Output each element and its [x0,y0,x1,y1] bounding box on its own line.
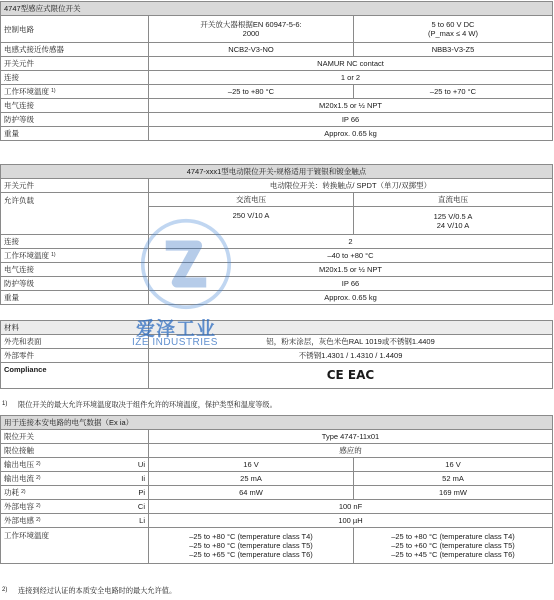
symbol: Li [101,514,149,528]
cell: 100 nF [149,500,553,514]
cell: 铝，粉末涂层，灰色米色RAL 1019或不锈钢1.4409 [149,335,553,349]
row-label: 开关元件 [1,179,149,193]
row-label: 工作环境温度 [1,528,149,564]
table-title: 4747型感应式限位开关 [1,2,553,16]
cell: 直流电压 [354,193,553,207]
row-label: 外部电容 $^{2)}$ [1,500,101,514]
cell: 64 mW [149,486,354,500]
cell: 交流电压 [149,193,354,207]
row-label: 电气连接 [1,99,149,113]
row-label: 电气连接 [1,263,149,277]
cell: 25 mA [149,472,354,486]
row-label: 连接 [1,71,149,85]
table-title: 4747-xxx1型电动限位开关-规格适用于镀银和镀金触点 [1,165,553,179]
symbol: Ii [101,472,149,486]
cell: Approx. 0.65 kg [149,127,553,141]
row-label: 防护等级 [1,113,149,127]
cell: 52 mA [354,472,553,486]
cell: 16 V [149,458,354,472]
row-label: 开关元件 [1,57,149,71]
row-label: 防护等级 [1,277,149,291]
row-label: 外壳和表面 [1,335,149,349]
materials-table [0,320,553,389]
cell: 2 [149,235,553,249]
cell: Approx. 0.65 kg [149,291,553,305]
brand-logo-icon [140,218,232,310]
row-label: 外部零件 [1,349,149,363]
row-label: 输出电流 $^{2)}$ [1,472,101,486]
cell: –25 to +70 °C [354,85,553,99]
table-title: 用于连接本安电路的电气数据（Ex ia） [1,416,553,430]
cell: M20x1.5 or ½ NPT [149,99,553,113]
cell: –25 to +80 °C (temperature class T4) –25 to +60 °C (temperature class T5) –25 to +45 °C (temperature class T6) [354,528,553,564]
row-label: Compliance [1,363,149,389]
cell: 169 mW [354,486,553,500]
row-label: 重量 [1,127,149,141]
cell: 1 or 2 [149,71,553,85]
cell: 感应的 [149,444,553,458]
row-label: 电感式接近传感器 [1,43,149,57]
row-label: 工作环境温度 $^{1)}$ [1,85,149,99]
footnote-1: 1) 限位开关的最大允许环境温度取决于组件允许的环境温度，保护类型和温度等级。 [2,400,277,409]
row-label: 功耗 $^{2)}$ [1,486,101,500]
cell: IP 66 [149,113,553,127]
cell: NBB3-V3-Z5 [354,43,553,57]
row-label: 材料 [1,321,149,335]
cell: 电动限位开关：转换触点/ SPDT（单刀/双掷型） [149,179,553,193]
row-label: 限位开关 [1,430,149,444]
footnote-2: 2) 连接到经过认证的本质安全电路时的最大允许值。 [2,586,177,595]
cell: Type 4747-11x01 [149,430,553,444]
cell: –25 to +80 °C [149,85,354,99]
row-label: 限位接触 [1,444,149,458]
symbol: Pi [101,486,149,500]
cell: NAMUR NC contact [149,57,553,71]
cell: –25 to +80 °C (temperature class T4) –25 to +80 °C (temperature class T5) –25 to +65 °C (temperature class T6) [149,528,354,564]
cell: 250 V/10 A [149,207,354,235]
row-label: 允许负载 [1,193,149,235]
cell: 100 µH [149,514,553,528]
electric-switch-table [0,164,553,305]
cell: 125 V/0.5 A 24 V/10 A [354,207,553,235]
cell: IP 66 [149,277,553,291]
inductive-switch-table [0,1,553,141]
cell: 不锈钢1.4301 / 1.4310 / 1.4409 [149,349,553,363]
row-label: 外部电感 $^{2)}$ [1,514,101,528]
watermark-brand-cn: 爱泽工业 [136,319,217,340]
row-label: 连接 [1,235,149,249]
row-label: 工作环境温度 $^{1)}$ [1,249,149,263]
compliance-marks: CE EAC [149,363,553,389]
symbol: Ci [101,500,149,514]
cell: M20x1.5 or ½ NPT [149,263,553,277]
row-label: 重量 [1,291,149,305]
cell: 16 V [354,458,553,472]
row-label: 输出电压 $^{2)}$ [1,458,101,472]
cell: 开关放大器根据EN 60947-5-6: 2000 [149,16,354,43]
watermark-brand-en: IZE INDUSTRIES [132,337,218,348]
cell: NCB2-V3-NO [149,43,354,57]
row-label: 控制电路 [1,16,149,43]
symbol: Ui [101,458,149,472]
cell: 5 to 60 V DC (P_max ≤ 4 W) [354,16,553,43]
cell: –40 to +80 °C [149,249,553,263]
intrinsic-safety-table [0,415,553,564]
